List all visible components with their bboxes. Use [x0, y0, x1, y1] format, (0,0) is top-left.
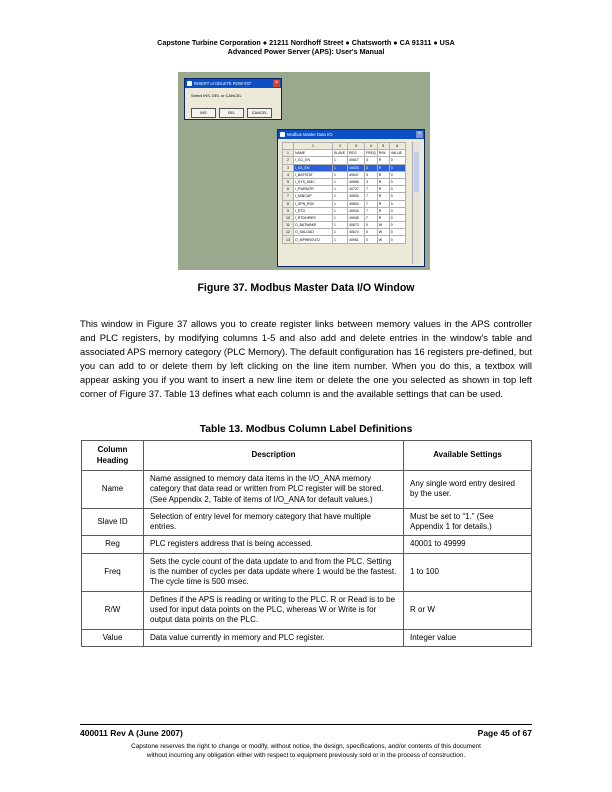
row-number[interactable]: 7	[283, 193, 294, 200]
grid-cell[interactable]: 40673	[348, 222, 365, 229]
disclaimer-line-2: without incurring any obligation either with respect to equipment previously sold or in the process of construction.	[146, 752, 466, 759]
grid-cell[interactable]: 1	[333, 222, 348, 229]
grid-cell[interactable]: R	[377, 193, 389, 200]
grid-cell[interactable]: 1	[333, 178, 348, 185]
corner-cell	[283, 143, 294, 150]
grid-cell[interactable]: 0	[365, 229, 378, 236]
table-row	[82, 629, 532, 646]
row-number[interactable]: 11	[283, 222, 294, 229]
header-available-settings: Available Settings	[404, 441, 532, 471]
grid-cell[interactable]: 3	[365, 171, 378, 178]
grid-cell[interactable]: 1	[333, 171, 348, 178]
grid-row[interactable]	[283, 236, 406, 243]
grid-cell[interactable]: O_MPWROUT2	[294, 236, 333, 243]
description-cell: Name assigned to memory data items in the I/O_ANA memory category that data read or written from PLC register will be stored. (See Appendix 2, Table of items of I/O_ANA for default values.)	[144, 471, 404, 509]
column-label: FREQ	[366, 151, 376, 156]
figure-screenshot	[178, 72, 430, 270]
grid-cell[interactable]: O_SALOAD	[294, 229, 333, 236]
grid-cell[interactable]: 40834	[348, 200, 365, 207]
row-number[interactable]: 4	[283, 171, 294, 178]
grid-cell[interactable]: 0	[389, 236, 405, 243]
del-button[interactable]: DEL	[219, 108, 244, 118]
settings-cell: Integer value	[404, 629, 532, 646]
column-number[interactable]: 5	[377, 143, 389, 150]
header-manual-title: Advanced Power Server (APS): User's Manual	[227, 47, 385, 56]
grid-cell[interactable]: W	[377, 222, 389, 229]
grid-cell[interactable]: 1	[333, 229, 348, 236]
grid-cell[interactable]: R	[377, 200, 389, 207]
dialog-title: INSERT or DELETE ROW #37	[194, 81, 252, 86]
column-heading-cell: Slave ID	[82, 508, 144, 536]
grid-cell[interactable]: 40945	[348, 214, 365, 221]
grid-row[interactable]	[283, 229, 406, 236]
footer-disclaimer	[0, 742, 612, 760]
scrollbar-thumb[interactable]	[414, 152, 419, 192]
column-heading-cell: Reg	[82, 536, 144, 553]
grid-cell[interactable]: 0	[389, 157, 405, 164]
grid-cell[interactable]: 1	[333, 236, 348, 243]
table-caption: Table 13. Modbus Column Label Definitions	[199, 424, 413, 435]
column-label: VALUE	[389, 150, 405, 157]
app-icon	[187, 81, 192, 86]
grid-cell[interactable]: I_GC_EN	[294, 157, 333, 164]
body-paragraph: This window in Figure 37 allows you to create register links between memory values in the APS controller and PLC registers, by modifying columns 1-5 and also add and delete entries in the window's table and associated APS memory category (PLC Memory). The default configuration has 16 registers pre-defined, but you can add to or delete them by left clicking on the line item number. When you do this, a textbox will appear asking you if you want to insert a new line item or delete the one you selected as shown in top left corner of Figure 37. Table 13 defines what each column is and the available settings that can be used.	[80, 318, 532, 399]
window-title: Modbus Master Data I/O	[287, 132, 333, 137]
grid-row[interactable]	[283, 171, 406, 178]
grid-cell[interactable]: I_PWRMTR	[294, 186, 333, 193]
column-heading-cell: Freq	[82, 553, 144, 591]
grid-cell[interactable]: I_BATSTAT	[294, 171, 333, 178]
grid-cell[interactable]: R	[377, 164, 389, 171]
table-row	[82, 553, 532, 591]
column-heading-cell: R/W	[82, 591, 144, 629]
grid-cell[interactable]: 40656	[348, 178, 365, 185]
grid-cell[interactable]: 0	[389, 186, 405, 193]
grid-cell[interactable]: 3	[365, 157, 378, 164]
disclaimer-line-1: Capstone reserves the right to change or modify, without notice, the design, specifications, and/or contents of this document	[131, 743, 481, 750]
grid-cell[interactable]: 0	[389, 214, 405, 221]
grid-cell[interactable]: 0	[389, 193, 405, 200]
modbus-grid	[282, 142, 406, 244]
grid-cell[interactable]: 40647	[348, 171, 365, 178]
modbus-master-window	[277, 129, 425, 267]
column-label: REG	[348, 150, 365, 157]
column-number[interactable]: 1	[294, 143, 333, 150]
settings-cell: Must be set to “1.” (See Appendix 1 for details.)	[404, 508, 532, 536]
window-titlebar	[278, 130, 424, 139]
grid-cell[interactable]: 0	[389, 164, 405, 171]
grid-cell[interactable]: I_RTD	[294, 207, 333, 214]
table-row	[82, 591, 532, 629]
row-number[interactable]: 1	[283, 150, 294, 157]
grid-cell[interactable]: W	[377, 229, 389, 236]
column-number-row	[283, 143, 406, 150]
description-cell: Sets the cycle count of the data update to and from the PLC. Setting is the number of cycles per data update where 1 would be the fastest. The cycle time is 500 msec.	[144, 553, 404, 591]
grid-cell[interactable]: R	[377, 214, 389, 221]
grid-cell[interactable]: I_RTDHIRES	[294, 214, 333, 221]
description-cell: Data value currently in memory and PLC register.	[144, 629, 404, 646]
header-company-line: Capstone Turbine Corporation ● 21211 Nordhoff Street ● Chatsworth ● CA 91311 ● USA	[157, 38, 455, 47]
table-header-row	[82, 441, 532, 471]
description-cell: Selection of entry level for memory category that have multiple entries.	[144, 508, 404, 536]
grid-row[interactable]	[283, 214, 406, 221]
row-number[interactable]: 5	[283, 178, 294, 185]
row-number[interactable]: 9	[283, 207, 294, 214]
grid-cell[interactable]: 7	[365, 207, 378, 214]
row-number[interactable]: 8	[283, 200, 294, 207]
column-heading-cell: Value	[82, 629, 144, 646]
grid-cell[interactable]: 1	[333, 186, 348, 193]
grid-cell[interactable]: I_SA_EN	[294, 164, 333, 171]
grid-cell[interactable]: 0	[389, 200, 405, 207]
grid-cell[interactable]: 40635	[348, 164, 365, 171]
row-number[interactable]: 13	[283, 236, 294, 243]
column-number[interactable]: 2	[333, 143, 348, 150]
grid-row[interactable]	[283, 178, 406, 185]
grid-cell[interactable]: R	[377, 186, 389, 193]
grid-row[interactable]	[283, 157, 406, 164]
app-icon	[280, 132, 285, 137]
grid-cell[interactable]: 3	[365, 178, 378, 185]
dialog-titlebar	[185, 79, 281, 88]
column-number[interactable]: 3	[348, 143, 365, 150]
vertical-scrollbar[interactable]	[412, 142, 420, 264]
row-number[interactable]: 6	[283, 186, 294, 193]
description-cell: Defines if the APS is reading or writing to the PLC. R or Read is to be used for input data points on the PLC, whereas W or Write is for output data points on the PLC.	[144, 591, 404, 629]
settings-cell: 1 to 100	[404, 553, 532, 591]
grid-cell[interactable]: 40934	[348, 207, 365, 214]
figure-caption: Figure 37. Modbus Master Data I/O Window	[197, 282, 415, 294]
grid-cell[interactable]: R	[377, 178, 389, 185]
grid-cell[interactable]: W	[377, 236, 389, 243]
footer-doc-id: 400011 Rev A (June 2007)	[80, 728, 183, 738]
grid-cell[interactable]: 7	[365, 200, 378, 207]
grid-row[interactable]	[283, 164, 406, 171]
grid-cell[interactable]: 40833	[348, 193, 365, 200]
grid-cell[interactable]: 1	[333, 164, 348, 171]
ins-button[interactable]: INS	[191, 108, 216, 118]
footer-rule	[80, 724, 532, 725]
grid-cell[interactable]: R	[377, 171, 389, 178]
grid-cell[interactable]: 7	[365, 214, 378, 221]
table-row	[82, 508, 532, 536]
row-number[interactable]: 10	[283, 214, 294, 221]
grid-row[interactable]	[283, 186, 406, 193]
description-cell: PLC registers address that is being accessed.	[144, 536, 404, 553]
grid-cell[interactable]: 40727	[348, 186, 365, 193]
grid-cell[interactable]: 40961	[348, 236, 365, 243]
column-heading-cell: Name	[82, 471, 144, 509]
header-column-heading: Column Heading	[82, 441, 144, 471]
column-label: SLAVE	[333, 150, 348, 157]
grid-cell[interactable]: O_BATWAKE	[294, 222, 333, 229]
grid-cell[interactable]: R	[377, 157, 389, 164]
settings-cell: Any single word entry desired by the user.	[404, 471, 532, 509]
table-row	[82, 471, 532, 509]
grid-cell[interactable]: 0	[389, 229, 405, 236]
grid-cell[interactable]: 0	[389, 222, 405, 229]
grid-cell[interactable]: 0	[389, 171, 405, 178]
grid-cell[interactable]: I_SYS_DMC	[294, 178, 333, 185]
grid-cell[interactable]: 3	[365, 164, 378, 171]
row-number[interactable]: 3	[283, 164, 294, 171]
grid-cell[interactable]: 7	[365, 193, 378, 200]
grid-cell[interactable]: 0	[365, 222, 378, 229]
footer-page-number: Page 45 of 67	[477, 728, 532, 738]
row-number[interactable]: 2	[283, 157, 294, 164]
column-definitions-table	[81, 440, 532, 647]
grid-cell[interactable]: 0	[389, 207, 405, 214]
grid-row[interactable]	[283, 222, 406, 229]
column-label-row	[283, 150, 406, 157]
grid-cell[interactable]: 1	[333, 200, 348, 207]
grid-cell[interactable]: 40617	[348, 157, 365, 164]
grid-cell[interactable]: 1	[333, 157, 348, 164]
table-row	[82, 536, 532, 553]
insert-delete-dialog	[184, 78, 282, 120]
cancel-button[interactable]: CANCEL	[247, 108, 272, 118]
grid-cell[interactable]: 1	[333, 214, 348, 221]
grid-row[interactable]	[283, 200, 406, 207]
grid-cell[interactable]: 1	[333, 207, 348, 214]
grid-cell[interactable]: 0	[365, 236, 378, 243]
settings-cell: R or W	[404, 591, 532, 629]
column-number[interactable]: 6	[389, 143, 405, 150]
grid-cell[interactable]: 1	[333, 193, 348, 200]
dialog-message: Select INS, DEL or CANCEL	[191, 93, 242, 98]
grid-row[interactable]	[283, 193, 406, 200]
grid-cell[interactable]: I_MINCAP	[294, 193, 333, 200]
grid-cell[interactable]: 40674	[348, 229, 365, 236]
close-icon[interactable]: ×	[274, 80, 279, 86]
grid-cell[interactable]: R	[377, 207, 389, 214]
column-number[interactable]: 4	[365, 143, 378, 150]
column-label: NAME	[294, 150, 333, 157]
grid-cell[interactable]: 7	[365, 186, 378, 193]
close-icon[interactable]: ×	[417, 131, 422, 137]
grid-row[interactable]	[283, 207, 406, 214]
header-description: Description	[144, 441, 404, 471]
row-number[interactable]: 12	[283, 229, 294, 236]
column-label: R/W	[377, 150, 389, 157]
settings-cell: 40001 to 49999	[404, 536, 532, 553]
grid-cell[interactable]: I_SPN_RSV	[294, 200, 333, 207]
grid-cell[interactable]: 0	[389, 178, 405, 185]
